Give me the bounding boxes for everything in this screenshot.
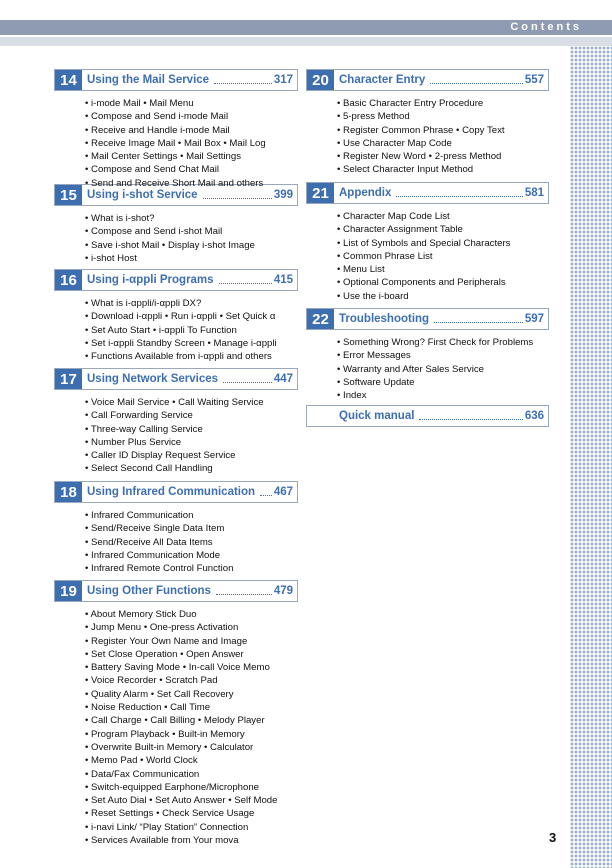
topic-item: • i-mode Mail • Mail Menu: [85, 98, 194, 109]
topic-item: • Overwrite Built-in Memory • Calculator: [85, 741, 254, 753]
chapter-page: 597: [524, 313, 544, 325]
topic-item: • List of Symbols and Special Characters: [337, 237, 511, 249]
dot-leader: [223, 375, 272, 383]
topic-item: • Set Close Operation • Open Answer: [85, 648, 244, 660]
toc-column-right: [306, 69, 549, 427]
topic-item: • Set Auto Dial • Set Auto Answer • Self Mode: [85, 795, 278, 807]
topic-item: • Infrared Remote Control Function: [85, 563, 234, 575]
toc-section-19: [54, 580, 298, 847]
dot-leader: [214, 76, 272, 84]
topic-item: • Compose and Send i-mode Mail: [85, 111, 229, 123]
toc-section-17: [54, 368, 298, 481]
topic-item: • Infrared Communication Mode: [85, 549, 221, 561]
topic-item: • Call Charge • Call Billing • Melody Player: [85, 715, 265, 727]
chapter-page: 479: [273, 585, 293, 597]
topic-item: • Send/Receive All Data Items: [85, 536, 213, 548]
topic-item: • Call Forwarding Service: [85, 410, 193, 422]
topic-item: • Basic Character Entry Procedure: [337, 98, 484, 109]
chapter-page: 447: [273, 373, 293, 385]
toc-section-16: [54, 269, 298, 368]
chapter-number: 22: [307, 309, 334, 329]
chapter-number: 15: [55, 185, 82, 205]
toc-section-18: [54, 481, 298, 580]
toc-column-left: [54, 69, 298, 847]
topic-item: • Reset Settings • Check Service Usage: [85, 808, 255, 820]
topic-item: • Download i-αppli • Run i-αppli • Set Quick α: [85, 311, 276, 323]
topic-item: • About Memory Stick Duo: [85, 609, 197, 620]
chapter-number: 16: [55, 270, 82, 290]
topic-item: • Character Assignment Table: [337, 224, 463, 236]
topic-item: • Program Playback • Built-in Memory: [85, 728, 245, 740]
chapter-page: 467: [273, 486, 293, 498]
topic-item: • What is i-αppli/i-αppli DX?: [85, 298, 202, 309]
chapter-topics: [54, 503, 298, 575]
topic-item: • Switch-equipped Earphone/Microphone: [85, 781, 260, 793]
toc-section-22: [306, 308, 549, 405]
topic-item: • Functions Available from i-αppli and others: [85, 351, 272, 363]
toc-section-quick-manual: [306, 405, 549, 427]
dot-leader: [203, 191, 272, 199]
topic-item: • Set i-αppli Standby Screen • Manage i-αppli: [85, 337, 277, 349]
topic-item: • Select Character Input Method: [337, 164, 474, 176]
topic-item: • Software Update: [337, 376, 415, 388]
topic-item: • 5-press Method: [337, 111, 410, 123]
topic-item: • Jump Menu • One-press Activation: [85, 622, 239, 634]
chapter-page: 636: [524, 410, 544, 422]
dot-leader: [216, 587, 272, 595]
topic-item: • Send/Receive Single Data Item: [85, 523, 225, 535]
dot-leader: [219, 276, 272, 284]
decorative-dot-pattern: [570, 46, 612, 868]
page-title: Contents: [510, 21, 582, 33]
topic-item: • Common Phrase List: [337, 250, 433, 262]
topic-item: • Error Messages: [337, 350, 411, 362]
topic-item: • Use Character Map Code: [337, 137, 452, 149]
chapter-number: 19: [55, 581, 82, 601]
dot-leader: [396, 189, 522, 197]
chapter-topics: [306, 91, 549, 177]
topic-item: • Optional Components and Peripherals: [337, 277, 506, 289]
topic-item: • Receive and Handle i-mode Mail: [85, 124, 230, 136]
topic-item: • Infrared Communication: [85, 510, 194, 521]
topic-item: • Services Available from Your mova: [85, 835, 239, 847]
topic-item: • Register Common Phrase • Copy Text: [337, 124, 505, 136]
topic-item: • What is i-shot?: [85, 213, 155, 224]
chapter-title: Troubleshooting: [339, 313, 430, 325]
toc-link-18[interactable]: [54, 481, 298, 503]
toc-section-15: [54, 184, 298, 269]
chapter-topics: [54, 291, 298, 363]
topic-item: • Battery Saving Mode • In-call Voice Memo: [85, 662, 270, 674]
topic-item: • Something Wrong? First Check for Problems: [337, 337, 534, 348]
chapter-title: Quick manual: [339, 410, 415, 422]
chapter-title: Using Infrared Communication: [87, 486, 256, 498]
toc-link-20[interactable]: [306, 69, 549, 91]
toc-section-14: [54, 69, 298, 189]
toc-section-20: [306, 69, 549, 182]
header-bar: [0, 20, 612, 35]
chapter-page: 581: [524, 187, 544, 199]
topic-item: • Use the i-board: [337, 290, 409, 302]
chapter-title: Using i-shot Service: [87, 189, 198, 201]
toc-link-16[interactable]: [54, 269, 298, 291]
topic-item: • Menu List: [337, 264, 385, 276]
topic-item: • Three-way Calling Service: [85, 423, 203, 435]
toc-link-21[interactable]: [306, 182, 549, 204]
toc-link-14[interactable]: [54, 69, 298, 91]
topic-item: • Character Map Code List: [337, 211, 450, 222]
chapter-topics: [306, 204, 549, 303]
dot-leader: [434, 315, 523, 323]
page-number: 3: [549, 830, 557, 845]
topic-item: • i-shot Host: [85, 252, 137, 264]
topic-item: • Voice Mail Service • Call Waiting Service: [85, 397, 264, 408]
header-underline-bar: [0, 37, 612, 46]
chapter-topics: [54, 206, 298, 265]
topic-item: • Voice Recorder • Scratch Pad: [85, 675, 218, 687]
topic-item: • Compose and Send i-shot Mail: [85, 226, 223, 238]
chapter-page: 415: [273, 274, 293, 286]
chapter-number: 17: [55, 369, 82, 389]
chapter-number: 21: [307, 183, 334, 203]
chapter-title: Character Entry: [339, 74, 426, 86]
topic-item: • Noise Reduction • Call Time: [85, 702, 211, 714]
chapter-number: [307, 406, 334, 426]
topic-item: • Memo Pad • World Clock: [85, 755, 198, 767]
topic-item: • Index: [337, 390, 367, 402]
topic-item: • Warranty and After Sales Service: [337, 363, 484, 375]
topic-item: • Set Auto Start • i-αppli To Function: [85, 324, 237, 336]
chapter-title: Using Other Functions: [87, 585, 211, 597]
topic-item: • Mail Center Settings • Mail Settings: [85, 151, 242, 163]
chapter-title: Using the Mail Service: [87, 74, 210, 86]
chapter-title: Appendix: [339, 187, 392, 199]
toc-link-22[interactable]: [306, 308, 549, 330]
topic-item: • Data/Fax Communication: [85, 768, 200, 780]
topic-item: • Register Your Own Name and Image: [85, 635, 248, 647]
chapter-page: 317: [273, 74, 293, 86]
chapter-page: 557: [524, 74, 544, 86]
toc-link-quick-manual[interactable]: [306, 405, 549, 427]
topic-item: • Quality Alarm • Set Call Recovery: [85, 688, 234, 700]
chapter-number: 14: [55, 70, 82, 90]
chapter-topics: [306, 330, 549, 402]
chapter-number: 20: [307, 70, 334, 90]
topic-item: • Send and Receive Short Mail and others: [85, 177, 264, 189]
topic-item: • Register New Word • 2-press Method: [337, 151, 502, 163]
topic-item: • Number Plus Service: [85, 436, 182, 448]
chapter-page: 399: [273, 189, 293, 201]
toc-link-19[interactable]: [54, 580, 298, 602]
chapter-topics: [54, 390, 298, 476]
chapter-number: 18: [55, 482, 82, 502]
chapter-title: Using Network Services: [87, 373, 219, 385]
topic-item: • Select Second Call Handling: [85, 463, 213, 475]
topic-item: • Save i-shot Mail • Display i-shot Image: [85, 239, 255, 251]
topic-item: • Receive Image Mail • Mail Box • Mail Log: [85, 137, 266, 149]
topic-item: • Caller ID Display Request Service: [85, 450, 236, 462]
toc-link-17[interactable]: [54, 368, 298, 390]
topic-item: • i-navi Link/ “Play Station” Connection: [85, 821, 249, 833]
dot-leader: [430, 76, 523, 84]
topic-item: • Compose and Send Chat Mail: [85, 164, 220, 176]
dot-leader: [260, 488, 272, 496]
dot-leader: [419, 412, 522, 420]
toc-section-21: [306, 182, 549, 308]
chapter-topics: [54, 602, 298, 847]
chapter-topics: [54, 91, 298, 190]
chapter-title: Using i-αppli Programs: [87, 274, 214, 286]
